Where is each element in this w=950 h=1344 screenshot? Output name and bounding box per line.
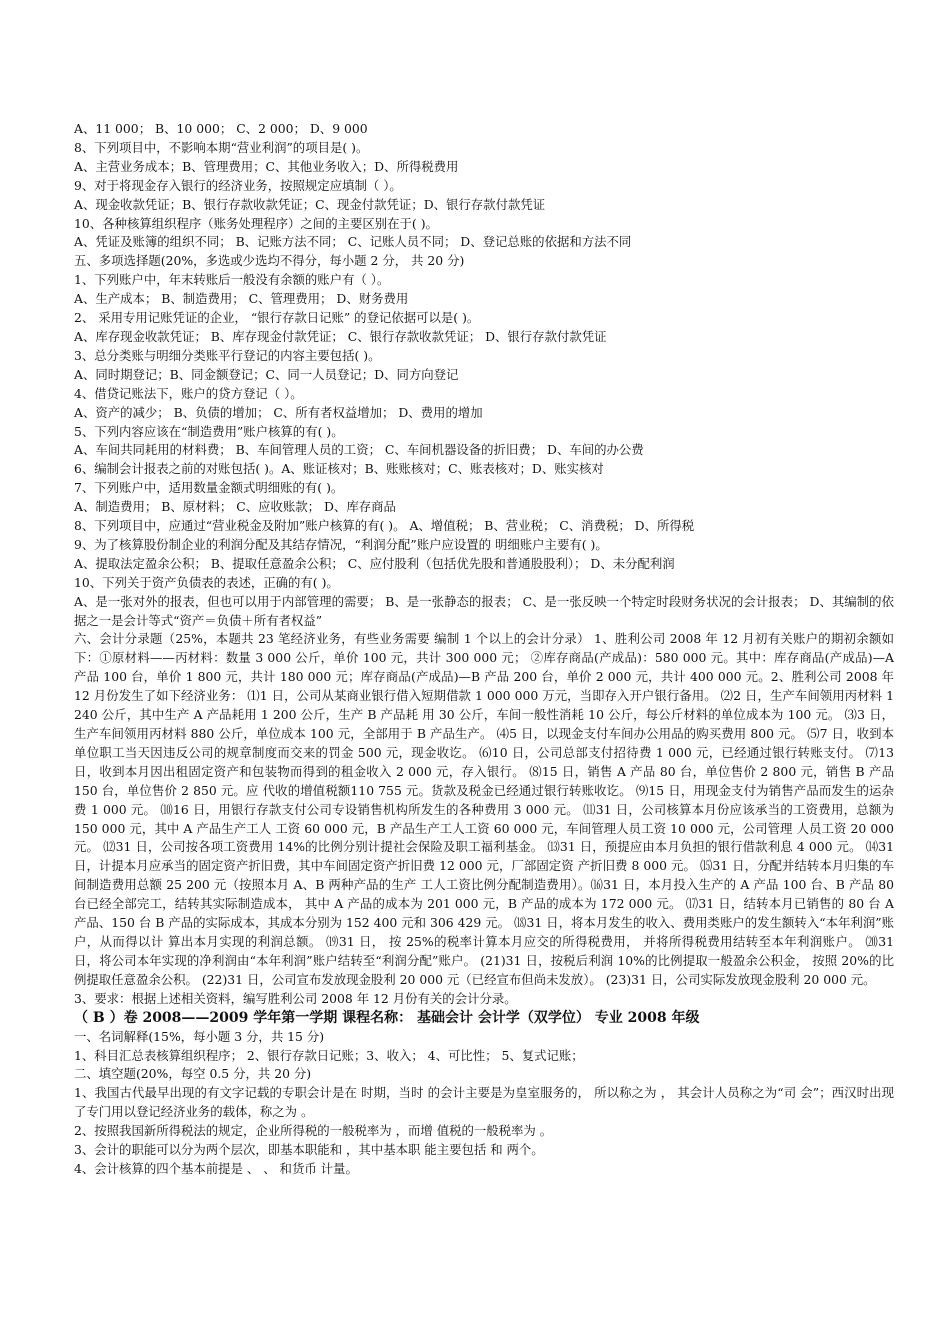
choice-answer-line: A、车间共同耗用的材料费； B、车间管理人员的工资； C、车间机器设备的折旧费； D、车间的办公费 [74,442,644,458]
choice-answer-line: A、凭证及账簿的组织不同； B、记账方法不同； C、记账人员不同； D、登记总账的依据和方法不同 [74,234,632,250]
choice-answer-line: A、现金收款凭证；B、银行存款收款凭证；C、现金付款凭证；D、银行存款付款凭证 [74,196,546,212]
question-line: 4、借贷记账法下，账户的贷方登记（ ）。 [74,385,303,401]
question-line: 3、总分类账与明细分类账平行登记的内容主要包括( )。 [74,347,381,363]
fill-blank-line: 3、会计的职能可以分为两个层次，即基本职能和 ，其中基本职 能主要包括 和 两个。 [74,1142,544,1158]
question-line: 5、下列内容应该在“制造费用”账户核算的有( )。 [74,423,344,439]
section-heading: 二、填空题(20%，每空 0.5 分，共 20 分) [74,1066,312,1082]
section-heading: 五、多项选择题(20%，多选或少选均不得分，每小题 2 分， 共 20 分) [74,253,465,269]
choice-answer-line: A、制造费用； B、原材料； C、应收账款； D、库存商品 [74,499,396,515]
choice-answer-line: A、生产成本； B、制造费用； C、管理费用； D、财务费用 [74,291,409,307]
section-heading: 一、名词解释(15%，每小题 3 分，共 15 分) [74,1028,325,1044]
choice-answer-line: A、库存现金收款凭证； B、库存现金付款凭证； C、银行存款收款凭证； D、银行存款付款凭证 [74,328,607,344]
question-line: 10、下列关于资产负债表的表述，正确的有( )。 [74,574,339,590]
question-line: 9、为了核算股份制企业的利润分配及其结存情况，“利润分配”账户应设置的 明细账户主要有( )。 [74,536,608,552]
term-list-line: 1、科目汇总表核算组织程序； 2、银行存款日记账；3、收入； 4、可比性； 5、复式记账； [74,1047,584,1063]
fill-blank-paragraph: 1、我国古代最早出现的有文字记载的专职会计是在 时期，当时 的会计主要是为皇室服务的， 所以称之为 ， 其会计人员称之为“司 会”；西汉时出现了专门用以登记经济业务的载体，称之为 。 [74,1085,894,1120]
requirement-line: 3、要求：根据上述相关资料，编写胜利公司 2008 年 12 月份有关的会计分录。 [74,990,517,1006]
choice-answer-line: A、11 000； B、10 000； C、2 000； D、9 000 [74,121,368,136]
question-line: 8、下列项目中，应通过“营业税金及附加”账户核算的有( )。 A、增值税； B、营业税； C、消费税； D、所得税 [74,518,695,534]
choice-answer-line: A、提取法定盈余公积； B、提取任意盈余公积； C、应付股利（包括优先股和普通股股利）； D、未分配利润 [74,555,675,571]
fill-blank-line: 2、按照我国新所得税法的规定，企业所得税的一般税率为 ，而增 值税的一般税率为 。 [74,1123,553,1139]
document-page [74,120,894,1179]
question-line: 9、对于将现金存入银行的经济业务，按照规定应填制（ ）。 [74,177,402,193]
question-line: 6、编制会计报表之前的对账包括( )。A、账证核对；B、账账核对；C、账表核对；D、账实核对 [74,461,604,477]
exam-paper-header: （ B ）卷 2008——2009 学年第一学期 课程名称： 基础会计 会计学（双学位） 专业 2008 年级 [74,1009,700,1026]
question-line: 2、 采用专用记账凭证的企业， “银行存款日记账” 的登记依据可以是( )。 [74,310,480,326]
journal-entry-section: 六、会计分录题（25%，本题共 23 笔经济业务，有些业务需要 编制 1 个以上的会计分录） 1、胜利公司 2008 年 12 月初有关账户的期初余额如下：①原材料——丙材料：数量 3 000 公斤，单价 100 元，共计 300 000 元； ②库存商品(产成品)：580 000 元。其中：库存商品(产成品)—A 产品 100 台，单价 1 800 元，共计 180 000 元；库存商品(产成品)—B 产品 200 台，单价 2 000 元，共计 400 000 元。2、胜利公司 2008 年 12 月份发生了如下经济业务： ⑴1 日，公司从某商业银行借入短期借款 1 000 000 万元，当即存入开户银行备用。 ⑵2 日，生产车间领用丙材料 1 240 公斤，其中生产 A 产品耗用 1 200 公斤，生产 B 产品耗 用 30 公斤，车间一般性消耗 10 公斤，每公斤材料的单位成本为 100 元。 ⑶3 日，生产车间领用丙材料 880 公斤，单位成本 100 元，全部用于 B 产品生产。 ⑷5 日，以现金支付车间办公用品的购买费用 800 元。 ⑸7 日，收到本单位职工当天因违反公司的规章制度而交来的罚金 500 元，现金收讫。 ⑹10 日，公司总部支付招待费 1 000 元，已经通过银行转账支付。 ⑺13 日，收到本月因出租固定资产和包装物而得到的租金收入 2 000 元，存入银行。 ⑻15 日，销售 A 产品 80 台，单位售价 2 800 元，销售 B 产品 150 台，单位售价 2 850 元。应 代收的增值税额110 755 元。货款及税金已经通过银行转账收讫。 ⑼15 日，用现金支付为销售产品而发生的运杂费 1 000 元。 ⑽16 日，用银行存款支付公司专设销售机构所发生的各种费用 3 000 元。 ⑾31 日，公司核算本月份应该承当的工资费用，总额为 150 000 元，其中 A 产品生产工人 工资 60 000 元，B 产品生产工人工资 60 000 元，车间管理人员工资 10 000 元，公司管理 人员工资 20 000 元。 ⑿31 日，公司按各项工资费用 14%的比例分别计提社会保险及职工福利基金。 ⒀31 日，预提应由本月负担的银行借款利息 4 000 元。 ⒁31 日，计提本月应承当的固定资产折旧费，其中车间固定资产折旧费 12 000 元，厂部固定资 产折旧费 8 000 元。 ⒂31 日，分配并结转本月归集的车间制造费用总额 25 200 元（按照本月 A、B 两种产品的生产 工人工资比例分配制造费用）。⒃31 日，本月投入生产的 A 产品 100 台、B 产品 80 台已经全部完工，结转其实际制造成本， 其中 A 产品的成本为 201 000 元，B 产品的成本为 172 000 元。 ⒄31 日，结转本月已销售的 80 台 A 产品、150 台 B 产品的实际成本，其成本分别为 152 400 元和 306 429 元。 ⒅31 日，将本月发生的收入、费用类账户的发生额转入“本年利润”账户，从而得以计 算出本月实现的利润总额。 ⒆31 日， 按 25%的税率计算本月应交的所得税费用， 并将所得税费用结转至本年利润账户。 ⒇31 日，将公司本年实现的净利润由“本年利润”账户结转至“利润分配”账户。 (21)31 日，按税后利润 10%的比例提取一般盈余公积金， 按照 20%的比例提取任意盈余公积。 (22)31 日，公司宣布发放现金股利 20 000 元（已经宣布但尚未发放）。 (23)31 日，公司实际发放现金股利 20 000 元。 [74,631,894,987]
choice-answer-line: A、同时期登记；B、同金额登记；C、同一人员登记；D、同方向登记 [74,366,459,382]
fill-blank-line: 4、会计核算的四个基本前提是 、 、 和货币 计量。 [74,1160,358,1176]
question-line: 1、下列账户中，年末转账后一般没有余额的账户有（ ）。 [74,272,390,288]
question-line: 8、下列项目中，不影响本期“营业利润”的项目是( )。 [74,139,369,155]
choice-answer-line: A、主营业务成本；B、管理费用；C、其他业务收入；D、所得税费用 [74,158,459,174]
choice-answer-line: A、资产的减少； B、负债的增加； C、所有者权益增加； D、费用的增加 [74,404,483,420]
question-line: 7、下列账户中，适用数量金额式明细账的有( )。 [74,480,344,496]
choice-answer-paragraph: A、是一张对外的报表，但也可以用于内部管理的需要； B、是一张静态的报表； C、是一张反映一个特定时段财务状况的会计报表； D、其编制的依据之一是会计等式“资产＝负债＋所有者权益” [74,593,894,628]
question-line: 10、各种核算组织程序（账务处理程序）之间的主要区别在于( )。 [74,215,438,231]
